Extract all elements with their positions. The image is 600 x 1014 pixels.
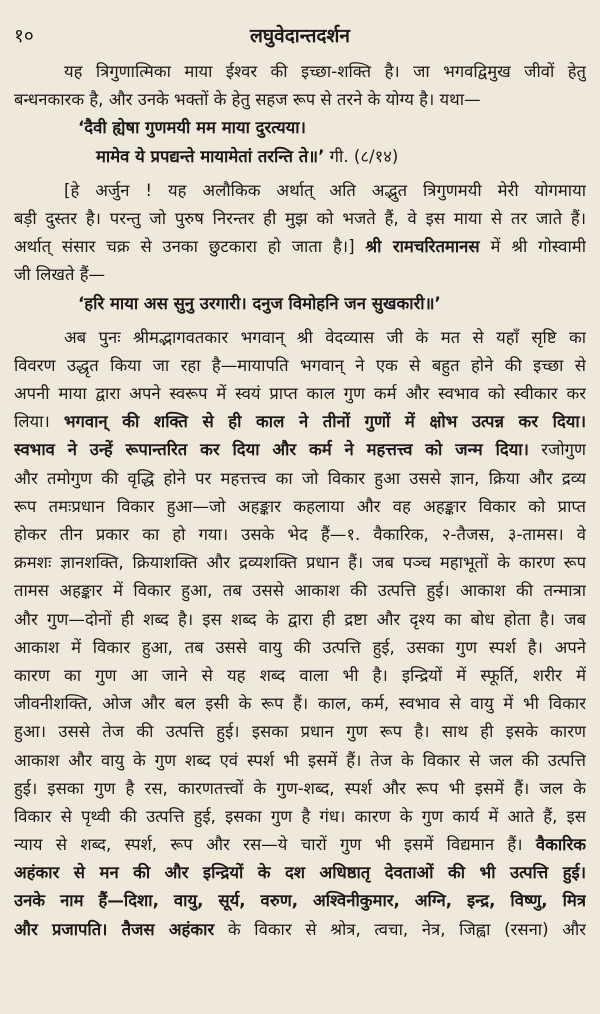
text-segment: के विकार से श्रोत्र, त्वचा, नेत्र, जिह्वा (रसना) और [214,919,586,939]
text-segment: जी लिखते हैं— [14,265,106,285]
text-line [14,324,586,352]
text-line [14,887,586,915]
running-title: लघुवेदान्तदर्शन [250,25,350,47]
text-line [14,690,586,718]
text-line [14,662,586,690]
text-line [14,634,586,662]
bold-text-segment: वैकारिक [535,835,586,855]
text-line [14,859,586,887]
text-line [14,549,586,577]
text-line [14,803,586,831]
body-text [14,58,586,944]
text-line [14,916,586,944]
text-line [14,747,586,775]
text-line [14,233,586,261]
text-line [14,58,586,86]
text-segment: तामस अहङ्कार में विकार हुआ, तब उससे आकाश की उत्पत्ति हुई। आकाश की तन्मात्रा [14,581,586,601]
text-line [14,143,586,171]
bold-text-segment: ‘हरि माया अस सुनु उरगारी। दनुज विमोहनि जन सुखकारी॥’ [78,293,441,313]
text-segment: हुई। इसका गुण है रस, कारणतत्त्वों के गुण-शब्द, स्पर्श और रूप भी इसमें हैं। जल के [14,778,586,798]
text-segment: [हे अर्जुन ! यह अलौकिक अर्थात् अति अद्भुत त्रिगुणमयी मेरी योगमाया [64,180,586,200]
text-segment: रूप तमःप्रधान विकार हुआ—जो अहङ्कार कहलाया और वह अहङ्कार विकार को प्राप्त [14,496,586,516]
text-segment: जीवनीशक्ति, ओज और बल इसी के रूप हैं। काल, कर्म, स्वभाव से वायु में भी विकार [14,694,586,714]
text-line [14,718,586,746]
text-segment: कारण का गुण आ जाने से यह शब्द वाला भी है। इन्द्रियों में स्फूर्ति, शरीर में [14,665,586,685]
page-header [0,22,600,50]
bold-text-segment: उनके नाम हैं—दिशा, वायु, सूर्य, वरुण, अश्विनीकुमार, अग्नि, इन्द्र, विष्णु, मित्र [14,891,586,911]
text-line [14,436,586,464]
text-segment: होकर तीन प्रकार का हो गया। उसके भेद हैं—१. वैकारिक, २-तैजस, ३-तामस। वे [14,525,586,544]
text-line [14,606,586,634]
text-segment: और तमोगुण की वृद्धि होने पर महत्तत्त्व का जो विकार हुआ उससे ज्ञान, क्रिया और द्रव्य [14,468,586,488]
text-segment: आकाश और वायु के गुण शब्द एवं स्पर्श भी इसमें हैं। तेज के विकार से जल की उत्पत्ति [14,750,586,770]
text-segment: और गुण—दोनों ही शब्द है। इस शब्द के द्वारा ही द्रष्टा और दृश्य का बोध होता है। जब [14,609,586,629]
text-line [14,380,586,408]
text-segment: अपनी माया द्वारा अपने स्वरूप में स्वयं प्राप्त काल गुण कर्म और स्वभाव को स्वीकार कर [14,384,586,404]
text-segment: न्याय से शब्द, स्पर्श, रूप और रस—ये चारों गुण भी इसमें विद्यमान हैं। [14,835,536,855]
text-line [14,831,586,859]
bold-text-segment: और प्रजापति। तैजस अहंकार [14,919,215,939]
text-line [14,493,586,521]
text-line [14,408,586,436]
text-segment: विकार से पृथ्वी की उत्पत्ति हुई, इसका गुण है गंध। कारण के गुण कार्य में आते हैं, इस [14,806,586,826]
bold-text-segment: स्वभाव ने उन्हें रूपान्तरित कर दिया और कर्म ने महत्तत्त्व को जन्म दिया। [14,440,529,460]
bold-text-segment: ‘दैवी ह्येषा गुणमयी मम माया दुरत्यया। [78,118,306,138]
text-segment: बड़ी दुस्तर है। परन्तु जो पुरुष निरन्तर ही मुझ को भजते हैं, वे इस माया से तर जाते हैं। [14,208,586,228]
text-line [14,205,586,233]
text-line [14,86,586,114]
text-segment: बन्धनकारक है, और उनके भक्तों के हेतु सहज रूप से तरने के योग्य है। यथा— [14,90,481,110]
text-segment: अर्थात् संसार चक्र से उनका छुटकारा हो जाता है।] [14,237,366,257]
text-segment: क्रमशः ज्ञानशक्ति, क्रियाशक्ति और द्रव्यशक्ति प्रधान हैं। जब पञ्च महाभूतों के कारण रूप [14,553,586,573]
bold-text-segment: श्री रामचरितमानस [365,237,480,257]
text-line [14,177,586,205]
text-segment: अब पुनः श्रीमद्भागवतकार भगवान् श्री वेदव्यास जी के मत से यहाँ सृष्टि का [64,327,586,347]
text-line [14,465,586,493]
text-line [14,290,586,318]
page-number: १० [14,25,34,47]
text-line [14,521,586,549]
text-line [14,775,586,803]
text-segment: हुआ। उससे तेज की उत्पत्ति हुई। इसका प्रधान गुण रूप है। साथ ही इसके कारण [14,722,586,742]
text-line [14,114,586,142]
bold-text-segment: अहंकार से मन की और इन्द्रियों के दश अधिष्ठातृ देवताओं की भी उत्पत्ति हुई। [14,863,586,883]
text-segment: आकाश में विकार हुआ, तब उससे वायु की उत्पत्ति हुई, उसका गुण स्पर्श है। अपने [14,637,586,657]
text-line [14,352,586,380]
text-segment: गी. (८/१४) [324,146,399,166]
text-segment: रजोगुण [528,440,586,460]
text-segment: यह त्रिगुणात्मिका माया ईश्वर की इच्छा-शक्ति है। जा भगवद्विमुख जीवों हेतु [64,62,586,81]
text-segment: विवरण उद्धृत किया जा रहा है—मायापति भगवान् ने एक से बहुत होने की इच्छा से [14,355,586,375]
text-line [14,261,586,289]
text-segment: लिया। [14,412,64,432]
text-line [14,577,586,605]
bold-text-segment: भगवान् की शक्ति से ही काल ने तीनों गुणों में क्षोभ उत्पन्न कर दिया। [63,412,586,432]
bold-text-segment: मामेव ये प्रपद्यन्ते मायामेतां तरन्ति ते॥’ [96,146,325,166]
text-segment: में श्री गोस्वामी [479,237,586,257]
